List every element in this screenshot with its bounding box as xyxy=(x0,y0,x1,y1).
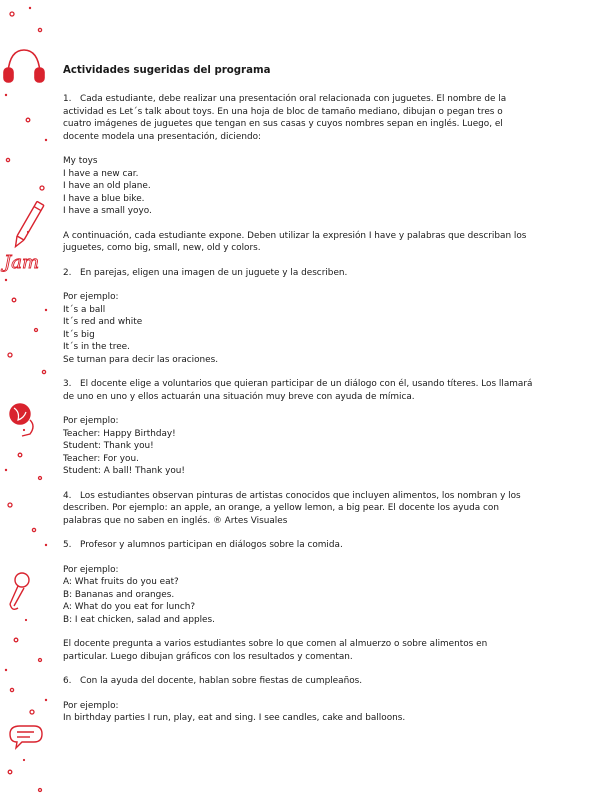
activity-number: 1. xyxy=(63,94,72,104)
example-block xyxy=(63,155,533,218)
example-block xyxy=(63,291,533,366)
speech-bubble-icon xyxy=(10,726,42,748)
example-line: I have a new car. xyxy=(63,168,139,179)
activity-4 xyxy=(63,490,533,528)
microphone-icon xyxy=(10,573,29,609)
activity-text: Cada estudiante, debe realizar una presentación oral relacionada con juguetes. El nombre de la actividad es Let´s talk about toys. En una hoja de bloc de tamaño mediano, dibujan o pegan tres o cuatro imágenes de juguetes que tengan en sus casas y cuyos nombres sepan en inglés. Luego, el docente modela una presentación, diciendo: xyxy=(63,94,507,142)
example-line: A: What fruits do you eat? xyxy=(63,577,179,587)
activity-text: En parejas, eligen una imagen de un juguete y la describen. xyxy=(80,267,348,278)
example-line: B: Bananas and oranges. xyxy=(63,589,175,600)
example-line: Se turnan para decir las oraciones. xyxy=(63,354,219,365)
margin-decoration xyxy=(0,0,56,800)
example-line: It´s in the tree. xyxy=(63,342,130,352)
example-line: Por ejemplo: xyxy=(63,564,119,575)
activity-2 xyxy=(63,267,533,280)
example-block xyxy=(63,700,533,725)
activity-text: Con la ayuda del docente, hablan sobre fiestas de cumpleaños. xyxy=(80,676,363,686)
example-line: Por ejemplo: xyxy=(63,292,119,302)
example-line: I have a small yoyo. xyxy=(63,206,152,216)
activity-3 xyxy=(63,378,533,403)
document-body xyxy=(63,64,533,737)
activity-number: 5. xyxy=(63,540,72,550)
example-line: Por ejemplo: xyxy=(63,700,119,711)
example-line: Student: Thank you! xyxy=(63,441,154,451)
activity-5-followup: El docente pregunta a varios estudiantes sobre lo que comen al almuerzo o sobre alimentos en particular. Luego dibujan gráficos con los resultados y comentan. xyxy=(63,639,488,662)
activity-6 xyxy=(63,675,533,688)
activity-number: 2. xyxy=(63,267,72,278)
example-line: I have an old plane. xyxy=(63,181,151,191)
activity-number: 3. xyxy=(63,379,72,389)
activity-number: 4. xyxy=(63,490,72,501)
example-block xyxy=(63,564,533,627)
example-line: Student: A ball! Thank you! xyxy=(63,466,185,476)
example-line: Teacher: Happy Birthday! xyxy=(63,428,176,439)
activity-text: El docente elige a voluntarios que quieran participar de un diálogo con él, usando títeres. Los llamará de uno en uno y ellos actuarán una situación muy breve con ayuda de mímica. xyxy=(63,379,533,402)
activity-1-followup: A continuación, cada estudiante expone. Deben utilizar la expresión I have y palabras que describan los juguetes, como big, small, new, old y colors. xyxy=(63,230,527,253)
example-line: B: I eat chicken, salad and apples. xyxy=(63,614,215,625)
example-line: Teacher: For you. xyxy=(63,453,139,464)
headphones-icon xyxy=(4,50,44,82)
example-line: I have a blue bike. xyxy=(63,193,145,204)
pencil-icon xyxy=(12,201,44,248)
jam-doodle: Jam xyxy=(4,252,40,273)
activity-1 xyxy=(63,93,533,143)
globe-icon xyxy=(10,404,33,436)
example-line: A: What do you eat for lunch? xyxy=(63,602,196,612)
example-line: My toys xyxy=(63,156,98,166)
example-line: It´s a ball xyxy=(63,304,106,315)
page-title: Actividades sugeridas del programa xyxy=(63,65,271,76)
activity-5 xyxy=(63,539,533,552)
example-line: In birthday parties I run, play, eat and sing. I see candles, cake and balloons. xyxy=(63,713,406,723)
example-line: It´s big xyxy=(63,329,95,340)
example-line: It´s red and white xyxy=(63,317,143,327)
activity-text: Los estudiantes observan pinturas de artistas conocidos que incluyen alimentos, los nombran y los describen. Por ejemplo: an apple, an orange, a yellow lemon, a big pear. El docente los ayuda con palabras que no saben en inglés. ® Artes Visuales xyxy=(63,490,521,526)
activity-text: Profesor y alumnos participan en diálogos sobre la comida. xyxy=(80,540,343,550)
example-line: Por ejemplo: xyxy=(63,416,119,426)
example-block xyxy=(63,415,533,478)
activity-number: 6. xyxy=(63,676,72,686)
